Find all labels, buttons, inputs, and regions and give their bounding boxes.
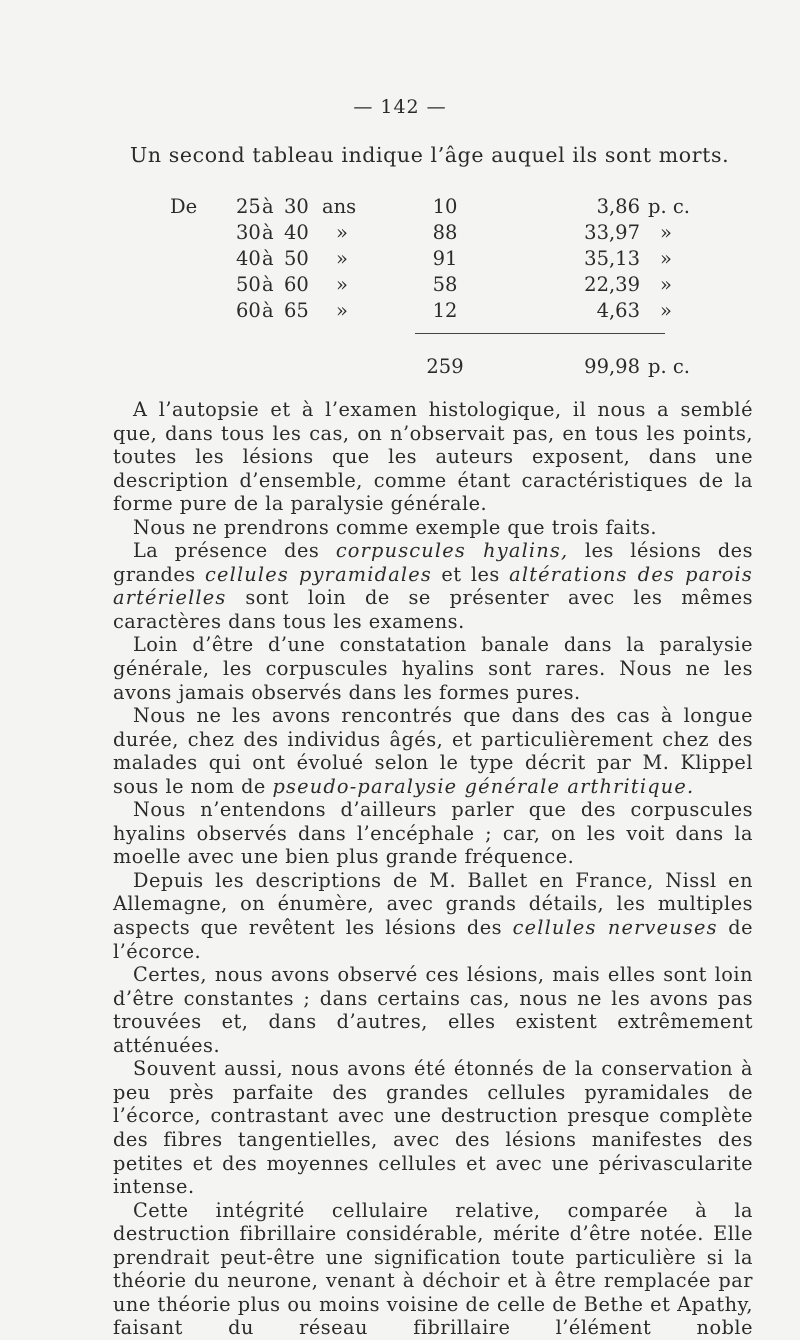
death-count: 12 <box>432 299 458 322</box>
death-count: 88 <box>432 221 458 244</box>
age-from: 25 <box>236 195 261 218</box>
text-run: Loin d’être d’une constatation banale dans la paralysie générale, les corpuscules hyalins sont rares. Nous ne les avons jamais observés dans les formes pures. <box>113 633 753 704</box>
age-from: 50 <box>236 273 261 296</box>
text-run: Depuis les descriptions de M. Ballet en France, Nissl en Allemagne, on énumère, avec grands détails, les multiples aspects que revêtent les lésions des <box>113 868 753 940</box>
table-row <box>0 221 800 247</box>
total-rule <box>415 333 665 334</box>
text-run: les lésions des grandes <box>113 539 753 586</box>
age-to: 40 <box>284 221 309 244</box>
percentage: 33,97 <box>584 221 640 244</box>
italic-term: altérations des parois artérielles <box>113 562 753 610</box>
italic-term: pseudo-paralysie générale arthritique. <box>272 774 695 798</box>
row-prefix: De <box>170 195 198 218</box>
death-count: 58 <box>432 273 458 296</box>
age-sep: à <box>262 299 274 322</box>
percentage-unit: » <box>660 273 672 296</box>
age-to: 65 <box>284 299 309 322</box>
age-unit: » <box>336 273 348 296</box>
total-row <box>0 355 800 381</box>
text-run: de l’écorce. <box>113 916 753 963</box>
paragraph <box>113 539 753 633</box>
age-unit: » <box>336 247 348 270</box>
paragraph <box>113 798 753 869</box>
table-row <box>0 195 800 221</box>
percentage: 35,13 <box>584 247 640 270</box>
text-run: et les <box>431 562 510 586</box>
percentage-unit: » <box>660 247 672 270</box>
paragraph <box>113 1057 753 1198</box>
text-run: La présence des <box>133 539 336 563</box>
age-sep: à <box>262 247 274 270</box>
paragraph <box>113 869 753 963</box>
text-run: sont loin de se présenter avec les mêmes caractères dans tous les examens. <box>113 586 753 633</box>
text-run: Souvent aussi, nous avons été étonnés de la conservation à peu près parfaite des grandes cellules pyramidales de l’écorce, contrastant avec une destruction presque complète des fibres tangentielles, avec des lésions manifestes des petites et des moyennes cellules et avec une périvascularite intense. <box>113 1057 753 1199</box>
text-run: Nous ne les avons rencontrés que dans des cas à longue durée, chez des individus âgés, et particulièrement chez des malades qui ont évolué selon le type décrit par M. Klippel sous le nom de <box>113 704 753 798</box>
percentage: 4,63 <box>596 299 640 322</box>
text-run: A l’autopsie et à l’examen histologique, il nous a semblé que, dans tous les cas, on n’observait pas, en tous les points, toutes les lésions que les auteurs exposent, dans une description d’ensemble, comme étant caractéristiques de la forme pure de la paralysie générale. <box>113 398 753 516</box>
age-sep: à <box>262 195 274 218</box>
paragraph <box>113 963 753 1057</box>
age-to: 50 <box>284 247 309 270</box>
percentage-unit: » <box>660 299 672 322</box>
paragraph <box>113 633 753 704</box>
text-run: Cette intégrité cellulaire relative, comparée à la destruction fibrillaire considérable, mérite d’être notée. Elle prendrait peut-être une signification toute particulière si la théorie du neurone, venant à déchoir et à être remplacée par une théorie plus ou moins voisine de celle de Bethe et Apathy, faisant du réseau fibrillaire l’élément noble <box>113 1198 753 1340</box>
age-unit: » <box>336 299 348 322</box>
total-percentage-unit: p. c. <box>648 355 690 378</box>
table-row <box>0 247 800 273</box>
death-count: 10 <box>432 195 458 218</box>
age-to: 30 <box>284 195 309 218</box>
intro-sentence: Un second tableau indique l’âge auquel ils sont morts. <box>130 143 730 167</box>
total-percentage: 99,98 <box>584 355 640 378</box>
paragraph <box>113 1199 753 1340</box>
italic-term: cellules nerveuses <box>512 916 718 940</box>
paragraph <box>113 398 753 516</box>
age-unit: ans <box>322 195 357 218</box>
age-from: 30 <box>236 221 261 244</box>
paragraph <box>113 516 753 540</box>
table-row <box>0 299 800 325</box>
age-sep: à <box>262 221 274 244</box>
age-from: 60 <box>236 299 261 322</box>
page-number: — 142 — <box>353 96 447 118</box>
table-row <box>0 273 800 299</box>
total-count: 259 <box>426 355 464 378</box>
percentage-unit: p. c. <box>648 195 690 218</box>
text-run: Nous n’entendons d’ailleurs parler que des corpuscules hyalins observés dans l’encéphale ; car, on les voit dans la moelle avec une bien plus grande fréquence. <box>113 798 753 869</box>
age-unit: » <box>336 221 348 244</box>
age-from: 40 <box>236 247 261 270</box>
death-count: 91 <box>432 247 458 270</box>
paragraph <box>113 704 753 798</box>
percentage: 3,86 <box>596 195 640 218</box>
age-to: 60 <box>284 273 309 296</box>
body-text <box>113 398 753 1340</box>
italic-term: corpuscules hyalins, <box>335 539 569 563</box>
age-sep: à <box>262 273 274 296</box>
italic-term: cellules pyramidales <box>204 562 432 586</box>
percentage-unit: » <box>660 221 672 244</box>
text-run: Nous ne prendrons comme exemple que trois faits. <box>133 515 658 539</box>
text-run: Certes, nous avons observé ces lésions, mais elles sont loin d’être constantes ; dans certains cas, nous ne les avons pas trouvées et, dans d’autres, elles existent extrêmement atténuées. <box>113 963 753 1057</box>
percentage: 22,39 <box>584 273 640 296</box>
